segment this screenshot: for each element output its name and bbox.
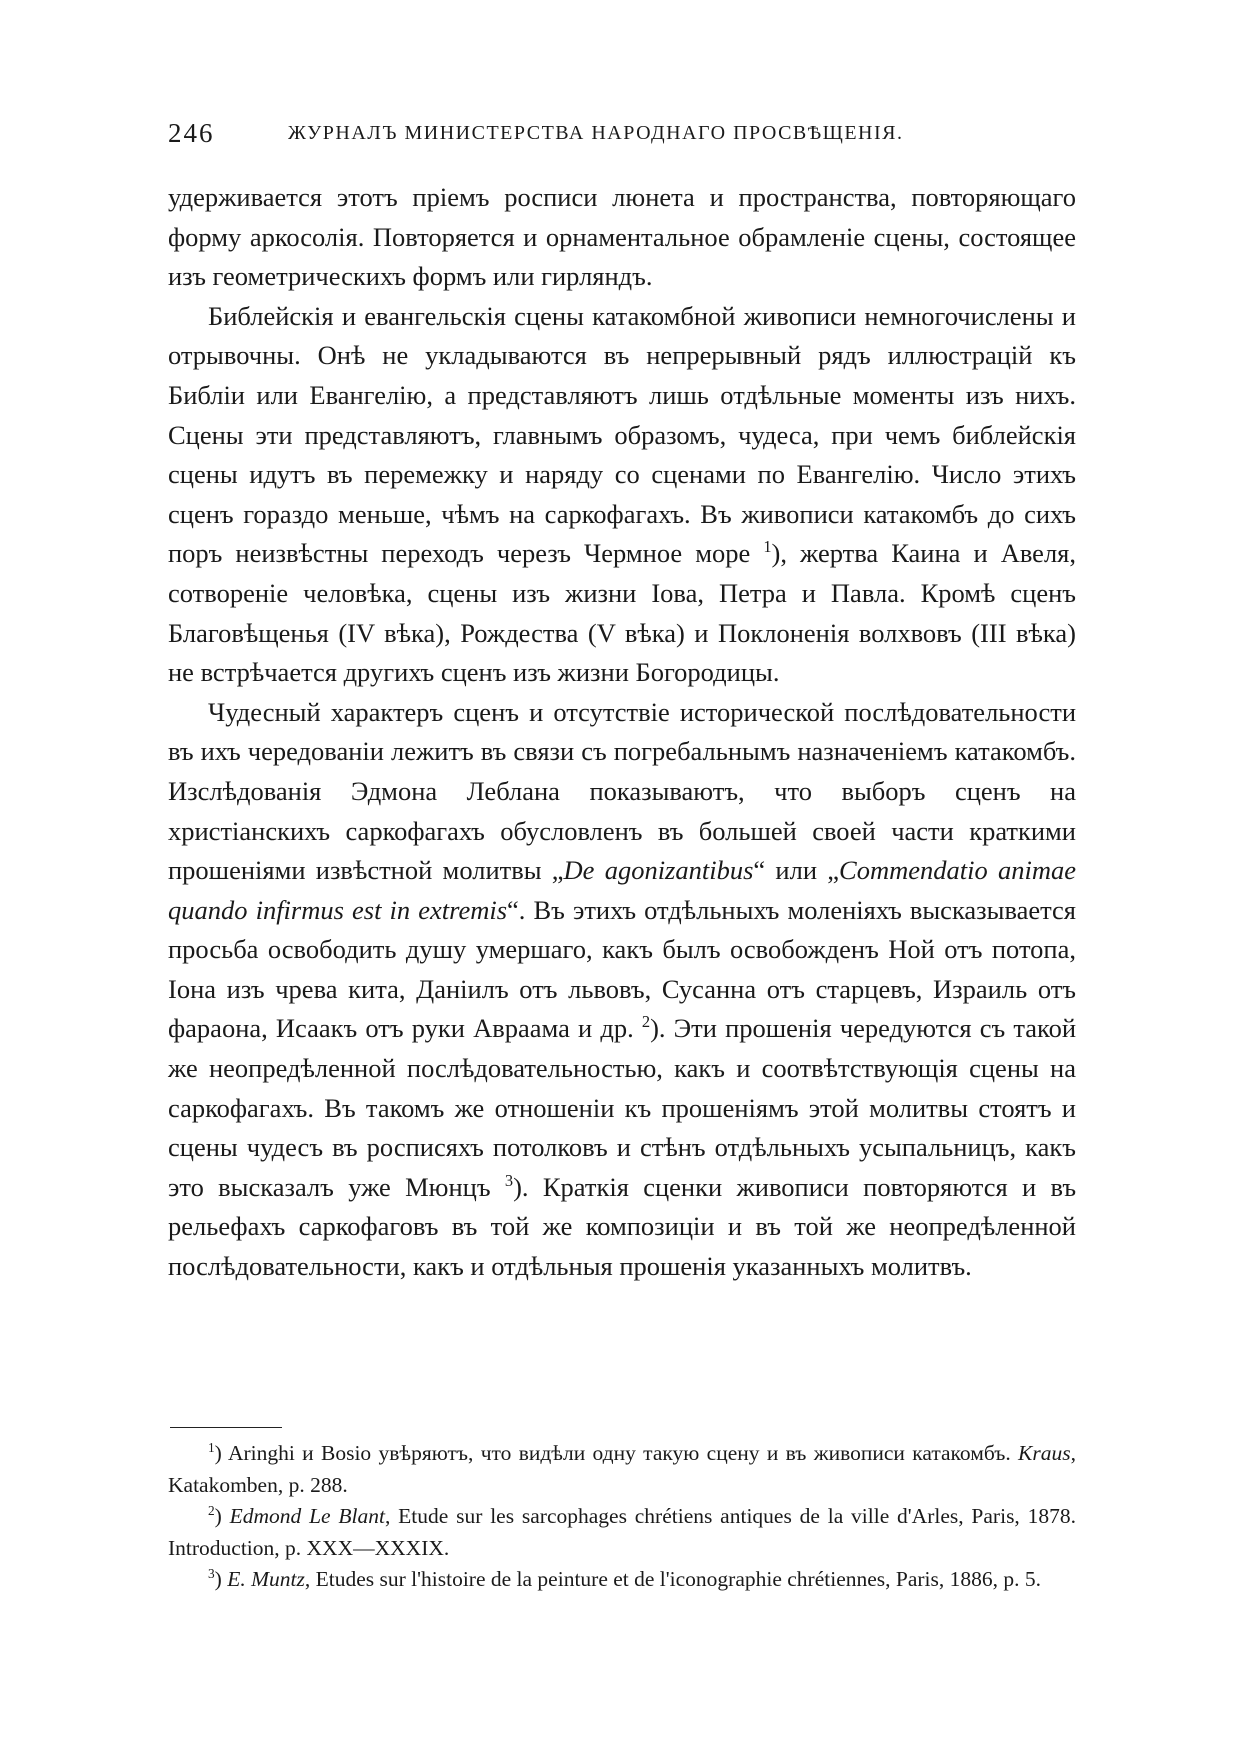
- paragraph-text: ). Краткія сценки живописи повторяются и въ рельефахъ саркофаговъ въ той же композиціи и въ той же неопредѣленной послѣдовательности, какъ и отдѣльныя прошенія указанныхъ молитвъ.: [168, 1171, 1077, 1282]
- paragraph-text: “. Въ этихъ отдѣльныхъ моленіяхъ высказывается просьба освободить душу умершаго, какъ былъ освобожденъ Ной отъ потопа, Іона изъ чрева кита, Даніилъ отъ львовъ, Сусанна отъ старцевъ, Израиль отъ фараона, Исаакъ отъ руки Авраама и др.: [168, 894, 1076, 1044]
- footnote-mark: 3: [208, 1565, 215, 1581]
- main-text: [168, 178, 1076, 1287]
- footnote-mark: 1: [208, 1439, 215, 1455]
- footnotes: [168, 1438, 1076, 1596]
- latin-title: De agonizantibus: [563, 855, 754, 886]
- paragraph-text: ). Эти прошенія чередуются съ такой же неопредѣленной послѣдовательностью, какъ и соотвѣтствующія сцены на саркофагахъ. Въ такомъ же отношеніи къ прошеніямъ этой молитвы стоятъ и сцены чудесъ въ росписяхъ потолковъ и стѣнъ отдѣльныхъ усыпальницъ, какъ это высказалъ уже Мюнцъ: [168, 1013, 1077, 1202]
- footnote-text: ) Aringhi и Bosio увѣряютъ, что видѣли одну такую сцену и въ живописи катакомбъ.: [214, 1441, 1019, 1465]
- footnote-mark: 2: [208, 1502, 215, 1518]
- footnote-author: Kraus: [1018, 1441, 1071, 1465]
- footnote-text: , Etudes sur l'histoire de la peinture et de l'iconographie chrétiennes, Paris, 1886, p. 5.: [304, 1567, 1042, 1591]
- paragraph-text: Библейскія и евангельскія сцены катакомбной живописи немногочислены и отрывочны. Онѣ не укладываются въ непрерывный рядъ иллюстрацій къ Библіи или Евангелію, а представляютъ лишь отдѣльные моменты изъ нихъ. Сцены эти представляютъ, главнымъ образомъ, чудеса, при чемъ библейскія сцены идутъ въ перемежку и наряду со сценами по Евангелію. Число этихъ сценъ гораздо меньше, чѣмъ на саркофагахъ. Въ живописи катакомбъ до сихъ поръ неизвѣстны переходъ черезъ Чермное море: [168, 300, 1076, 569]
- footnote-2: $^2$) Edmond Le Blant, Etude sur les sarcophages chrétiens antiques de la ville d'Arles, Paris, 1878. Introduction, p. XXX—XXXIX.: [168, 1502, 1076, 1560]
- footnote-text: , Katakomben, p. 288.: [168, 1441, 1076, 1497]
- footnote-1: [168, 1438, 1076, 1501]
- footnote-ref-3[interactable]: 3: [504, 1171, 514, 1191]
- footnote-text: , Etude sur les sarcophages chrétiens antiques de la ville d'Arles, Paris, 1878. Introduction, p. XXX—XXXIX.: [168, 1504, 1076, 1560]
- running-title: ЖУРНАЛЪ МИНИСТЕРСТВА НАРОДНАГО ПРОСВѢЩЕНІЯ.: [288, 122, 904, 144]
- footnote-author: E. Muntz: [227, 1567, 305, 1591]
- footnote-ref-2[interactable]: 2: [641, 1012, 651, 1032]
- paragraph-miraculous-scenes: [168, 693, 1076, 1287]
- paragraph-text: Чудесный характеръ сценъ и отсутствіе исторической послѣдовательности въ ихъ чередованіи лежитъ въ связи съ погребальнымъ назначеніемъ катакомбъ. Изслѣдованія Эдмона Леблана показываютъ, что выборъ сценъ на христіанскихъ саркофагахъ обусловленъ въ большей своей части краткими прошеніями извѣстной молитвы „: [168, 696, 1076, 886]
- paragraph-text: “ или „: [753, 855, 840, 886]
- footnote-3: $^3$) E. Muntz, Etudes sur l'histoire de la peinture et de l'iconographie chrétiennes, Paris, 1886, p. 5.: [208, 1565, 1042, 1591]
- paragraph-biblical-scenes: [168, 297, 1076, 693]
- running-header: [168, 118, 1068, 149]
- footnote-divider: [170, 1427, 282, 1428]
- footnote-author: Edmond Le Blant: [229, 1504, 385, 1528]
- paragraph-text: ), жертва Каина и Авеля, сотвореніе человѣка, сцены изъ жизни Іова, Петра и Павла. Кромѣ сценъ Благовѣщенья (IV вѣка), Рождества (V вѣка) и Поклоненія волхвовъ (III вѣка) не встрѣчается другихъ сценъ изъ жизни Богородицы.: [168, 538, 1076, 688]
- paragraph-continued: удерживается этотъ пріемъ росписи люнета и пространства, повторяющаго форму аркосолія. Повторяется и орнаментальное обрамленіе сцены, состоящее изъ геометрическихъ формъ или гирляндъ.: [168, 182, 1076, 292]
- page-number: 246: [168, 118, 215, 148]
- footnote-ref-1[interactable]: 1: [763, 537, 772, 557]
- latin-title: Commendatio animae quando infirmus est in extremis: [168, 855, 1076, 925]
